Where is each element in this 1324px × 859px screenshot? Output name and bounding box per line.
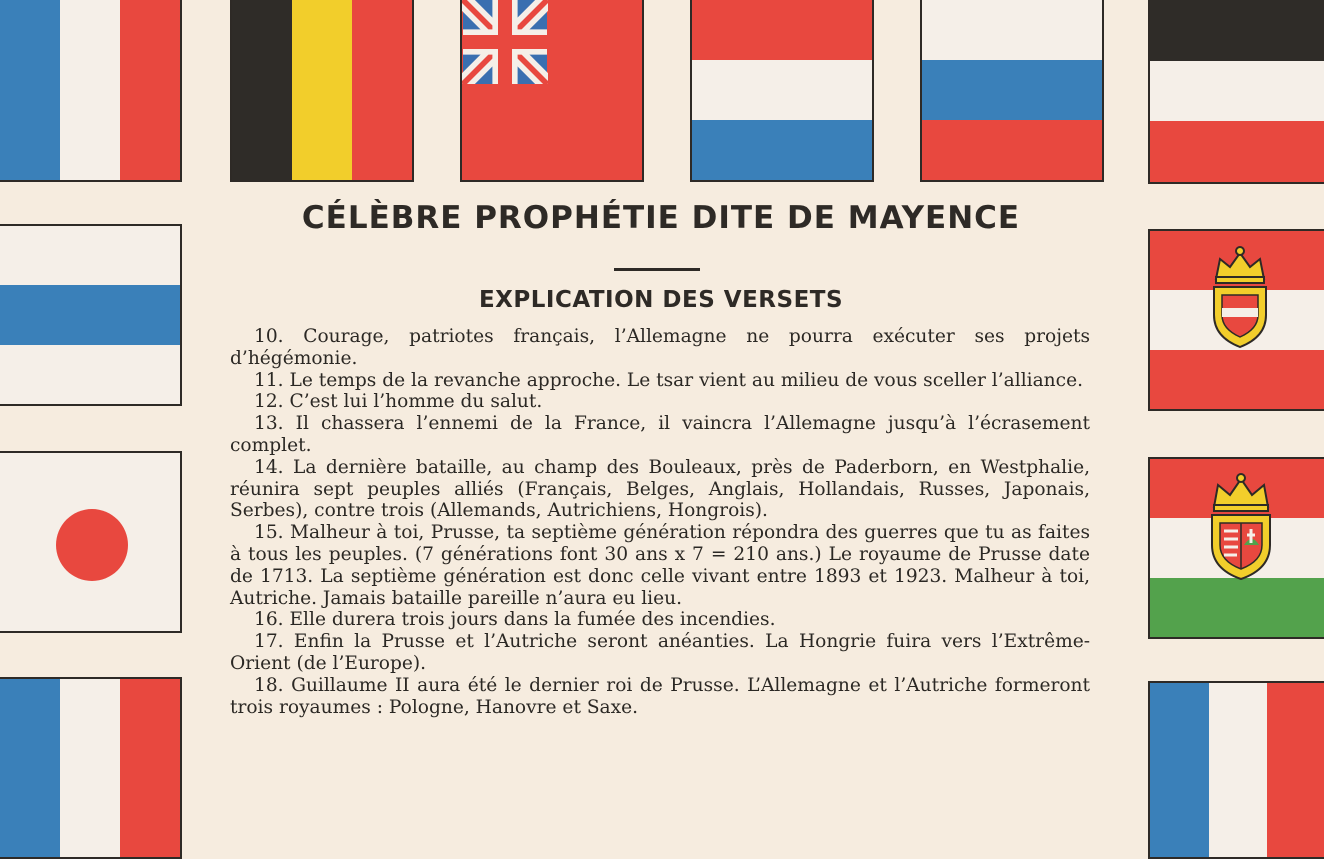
flag-russia bbox=[920, 0, 1104, 182]
verse-12: 12. C’est lui l’homme du salut. bbox=[254, 391, 543, 413]
verse-15: 15. Malheur à toi, Prusse, ta septième génération répondra des guerres que tu as faites à tous les peuples. (7 générations font 30 ans x 7 = 210 ans.) Le royaume de Prusse date de 1713. La septième génération est donc celle vivant entre 1893 et 1923. Malheur à toi, Autriche. Jamais bataille pareille n’aura eu lieu. bbox=[230, 522, 1090, 609]
verse-16: 16. Elle durera trois jours dans la fumée des incendies. bbox=[254, 609, 776, 631]
flag-france-bottom-right bbox=[1148, 681, 1324, 859]
flag-serbia-partial bbox=[0, 224, 182, 406]
flag-netherlands bbox=[690, 0, 874, 182]
flag-japan bbox=[0, 451, 182, 633]
verse-14: 14. La dernière bataille, au champ des Bouleaux, près de Paderborn, en Westphalie, réunira sept peuples alliés (Français, Belges, Anglais, Hollandais, Russes, Japonais, Serbes), contre trois (Allemands, Autrichiens, Hongrois). bbox=[230, 456, 1090, 522]
flag-belgium bbox=[230, 0, 414, 182]
title-divider bbox=[614, 268, 700, 271]
austria-crowned-shield-icon bbox=[1208, 245, 1272, 351]
flag-germany-imperial bbox=[1148, 0, 1324, 184]
union-jack-canton bbox=[462, 0, 548, 84]
page-title: CÉLÈBRE PROPHÉTIE DITE DE MAYENCE bbox=[301, 200, 1021, 236]
flag-british-red-ensign bbox=[460, 0, 644, 182]
verse-17: 17. Enfin la Prusse et l’Autriche seront anéanties. La Hongrie fuira vers l’Extrême-Orient (de l’Europe). bbox=[230, 631, 1090, 674]
verse-18: 18. Guillaume II aura été le dernier roi de Prusse. L’Allemagne et l’Autriche formeront trois royaumes : Pologne, Hanovre et Saxe. bbox=[230, 674, 1090, 718]
flag-austria bbox=[1148, 229, 1324, 411]
section-subtitle: EXPLICATION DES VERSETS bbox=[478, 287, 844, 313]
flag-france-bottom-left bbox=[0, 677, 182, 859]
flag-hungary bbox=[1148, 457, 1324, 639]
rising-sun-disc bbox=[56, 509, 128, 581]
hungary-crowned-shield-icon bbox=[1206, 473, 1276, 583]
flag-france-top-left bbox=[0, 0, 182, 182]
verse-11: 11. Le temps de la revanche approche. Le tsar vient au milieu de vous sceller l’alliance. bbox=[254, 369, 1083, 391]
verse-13: 13. Il chassera l’ennemi de la France, il vaincra l’Allemagne jusqu’à l’écrasement complet. bbox=[230, 413, 1090, 456]
verses-list bbox=[230, 326, 1090, 718]
verse-10: 10. Courage, patriotes français, l’Allemagne ne pourra exécuter ses projets d’hégémonie. bbox=[230, 326, 1090, 369]
